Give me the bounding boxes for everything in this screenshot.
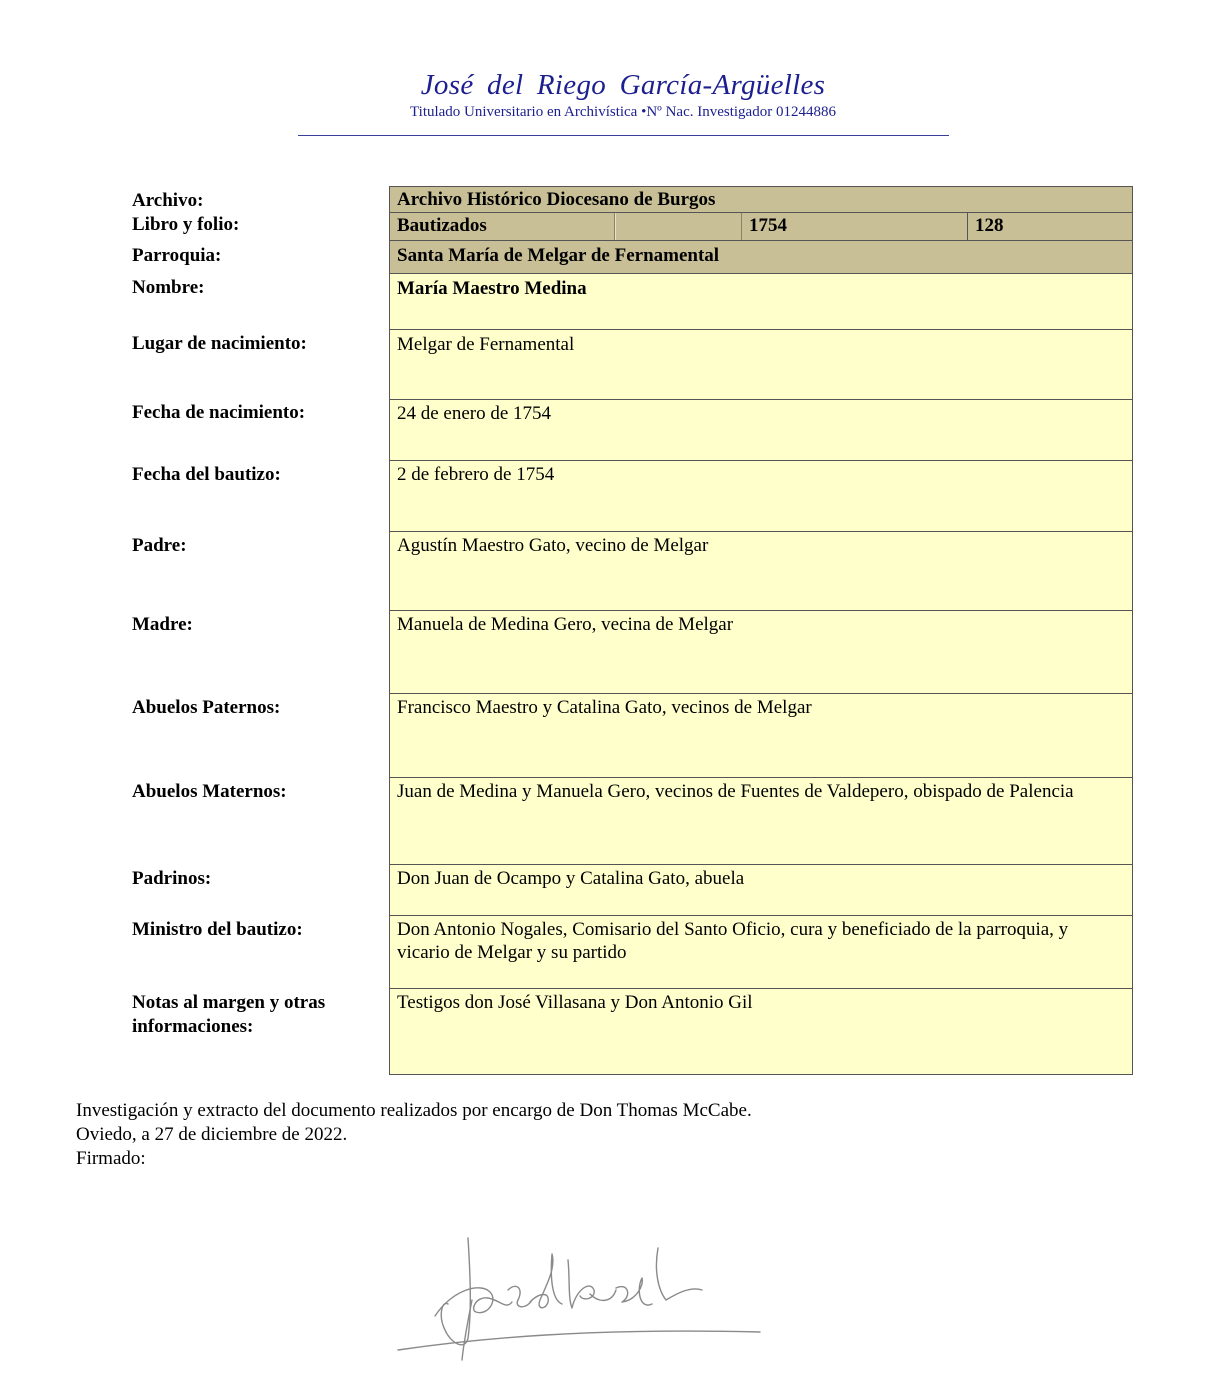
fecha-nacimiento-value: 24 de enero de 1754	[389, 399, 1133, 461]
libro-year: 1754	[742, 213, 968, 240]
abuelos-maternos-value: Juan de Medina y Manuela Gero, vecinos de Fuentes de Valdepero, obispado de Palencia	[389, 777, 1133, 865]
nombre-value: María Maestro Medina	[389, 273, 1133, 330]
padrinos-label: Padrinos:	[132, 868, 212, 889]
abuelos-paternos-value: Francisco Maestro y Catalina Gato, vecinos de Melgar	[389, 693, 1133, 778]
letterhead-rule	[298, 135, 949, 136]
lugar-label: Lugar de nacimiento:	[132, 333, 307, 354]
libro-empty-cell	[615, 213, 742, 240]
libro-row	[389, 212, 1133, 241]
footer	[76, 1099, 752, 1171]
parroquia-label: Parroquia:	[132, 245, 222, 266]
footer-line-3: Firmado:	[76, 1148, 146, 1169]
parroquia-value: Santa María de Melgar de Fernamental	[389, 240, 1133, 274]
padrinos-value: Don Juan de Ocampo y Catalina Gato, abuela	[389, 864, 1133, 916]
footer-line-1: Investigación y extracto del documento realizados por encargo de Don Thomas McCabe.	[76, 1100, 752, 1121]
abuelos-maternos-label: Abuelos Maternos:	[132, 781, 287, 802]
ministro-label: Ministro del bautizo:	[132, 919, 303, 940]
lugar-value: Melgar de Fernamental	[389, 329, 1133, 400]
padre-value: Agustín Maestro Gato, vecino de Melgar	[389, 531, 1133, 611]
ministro-value: Don Antonio Nogales, Comisario del Santo Oficio, cura y beneficiado de la parroquia, y vicario de Melgar y su partido	[389, 915, 1133, 989]
letterhead	[0, 68, 1210, 121]
fecha-bautizo-value: 2 de febrero de 1754	[389, 460, 1133, 532]
madre-label: Madre:	[132, 614, 193, 635]
padre-label: Padre:	[132, 535, 187, 556]
notas-value: Testigos don José Villasana y Don Antonio Gil	[389, 988, 1133, 1075]
archivo-value: Archivo Histórico Diocesano de Burgos	[389, 186, 1133, 213]
libro-label: Libro y folio:	[132, 214, 240, 235]
nombre-label: Nombre:	[132, 277, 205, 298]
fecha-nacimiento-label: Fecha de nacimiento:	[132, 402, 306, 423]
abuelos-paternos-label: Abuelos Paternos:	[132, 697, 281, 718]
madre-value: Manuela de Medina Gero, vecina de Melgar	[389, 610, 1133, 694]
letterhead-subtitle: Titulado Universitario en Archivística •Nº Nac. Investigador 01244886	[410, 104, 836, 120]
handwritten-signature	[390, 1230, 780, 1370]
libro-name: Bautizados	[390, 213, 615, 240]
archivo-label: Archivo:	[132, 190, 204, 211]
notas-label: Notas al margen y otras informaciones:	[132, 992, 326, 1037]
letterhead-name: José del Riego García-Argüelles	[420, 69, 826, 101]
footer-line-2: Oviedo, a 27 de diciembre de 2022.	[76, 1124, 348, 1145]
fecha-bautizo-label: Fecha del bautizo:	[132, 464, 281, 485]
libro-folio: 128	[975, 215, 1004, 236]
